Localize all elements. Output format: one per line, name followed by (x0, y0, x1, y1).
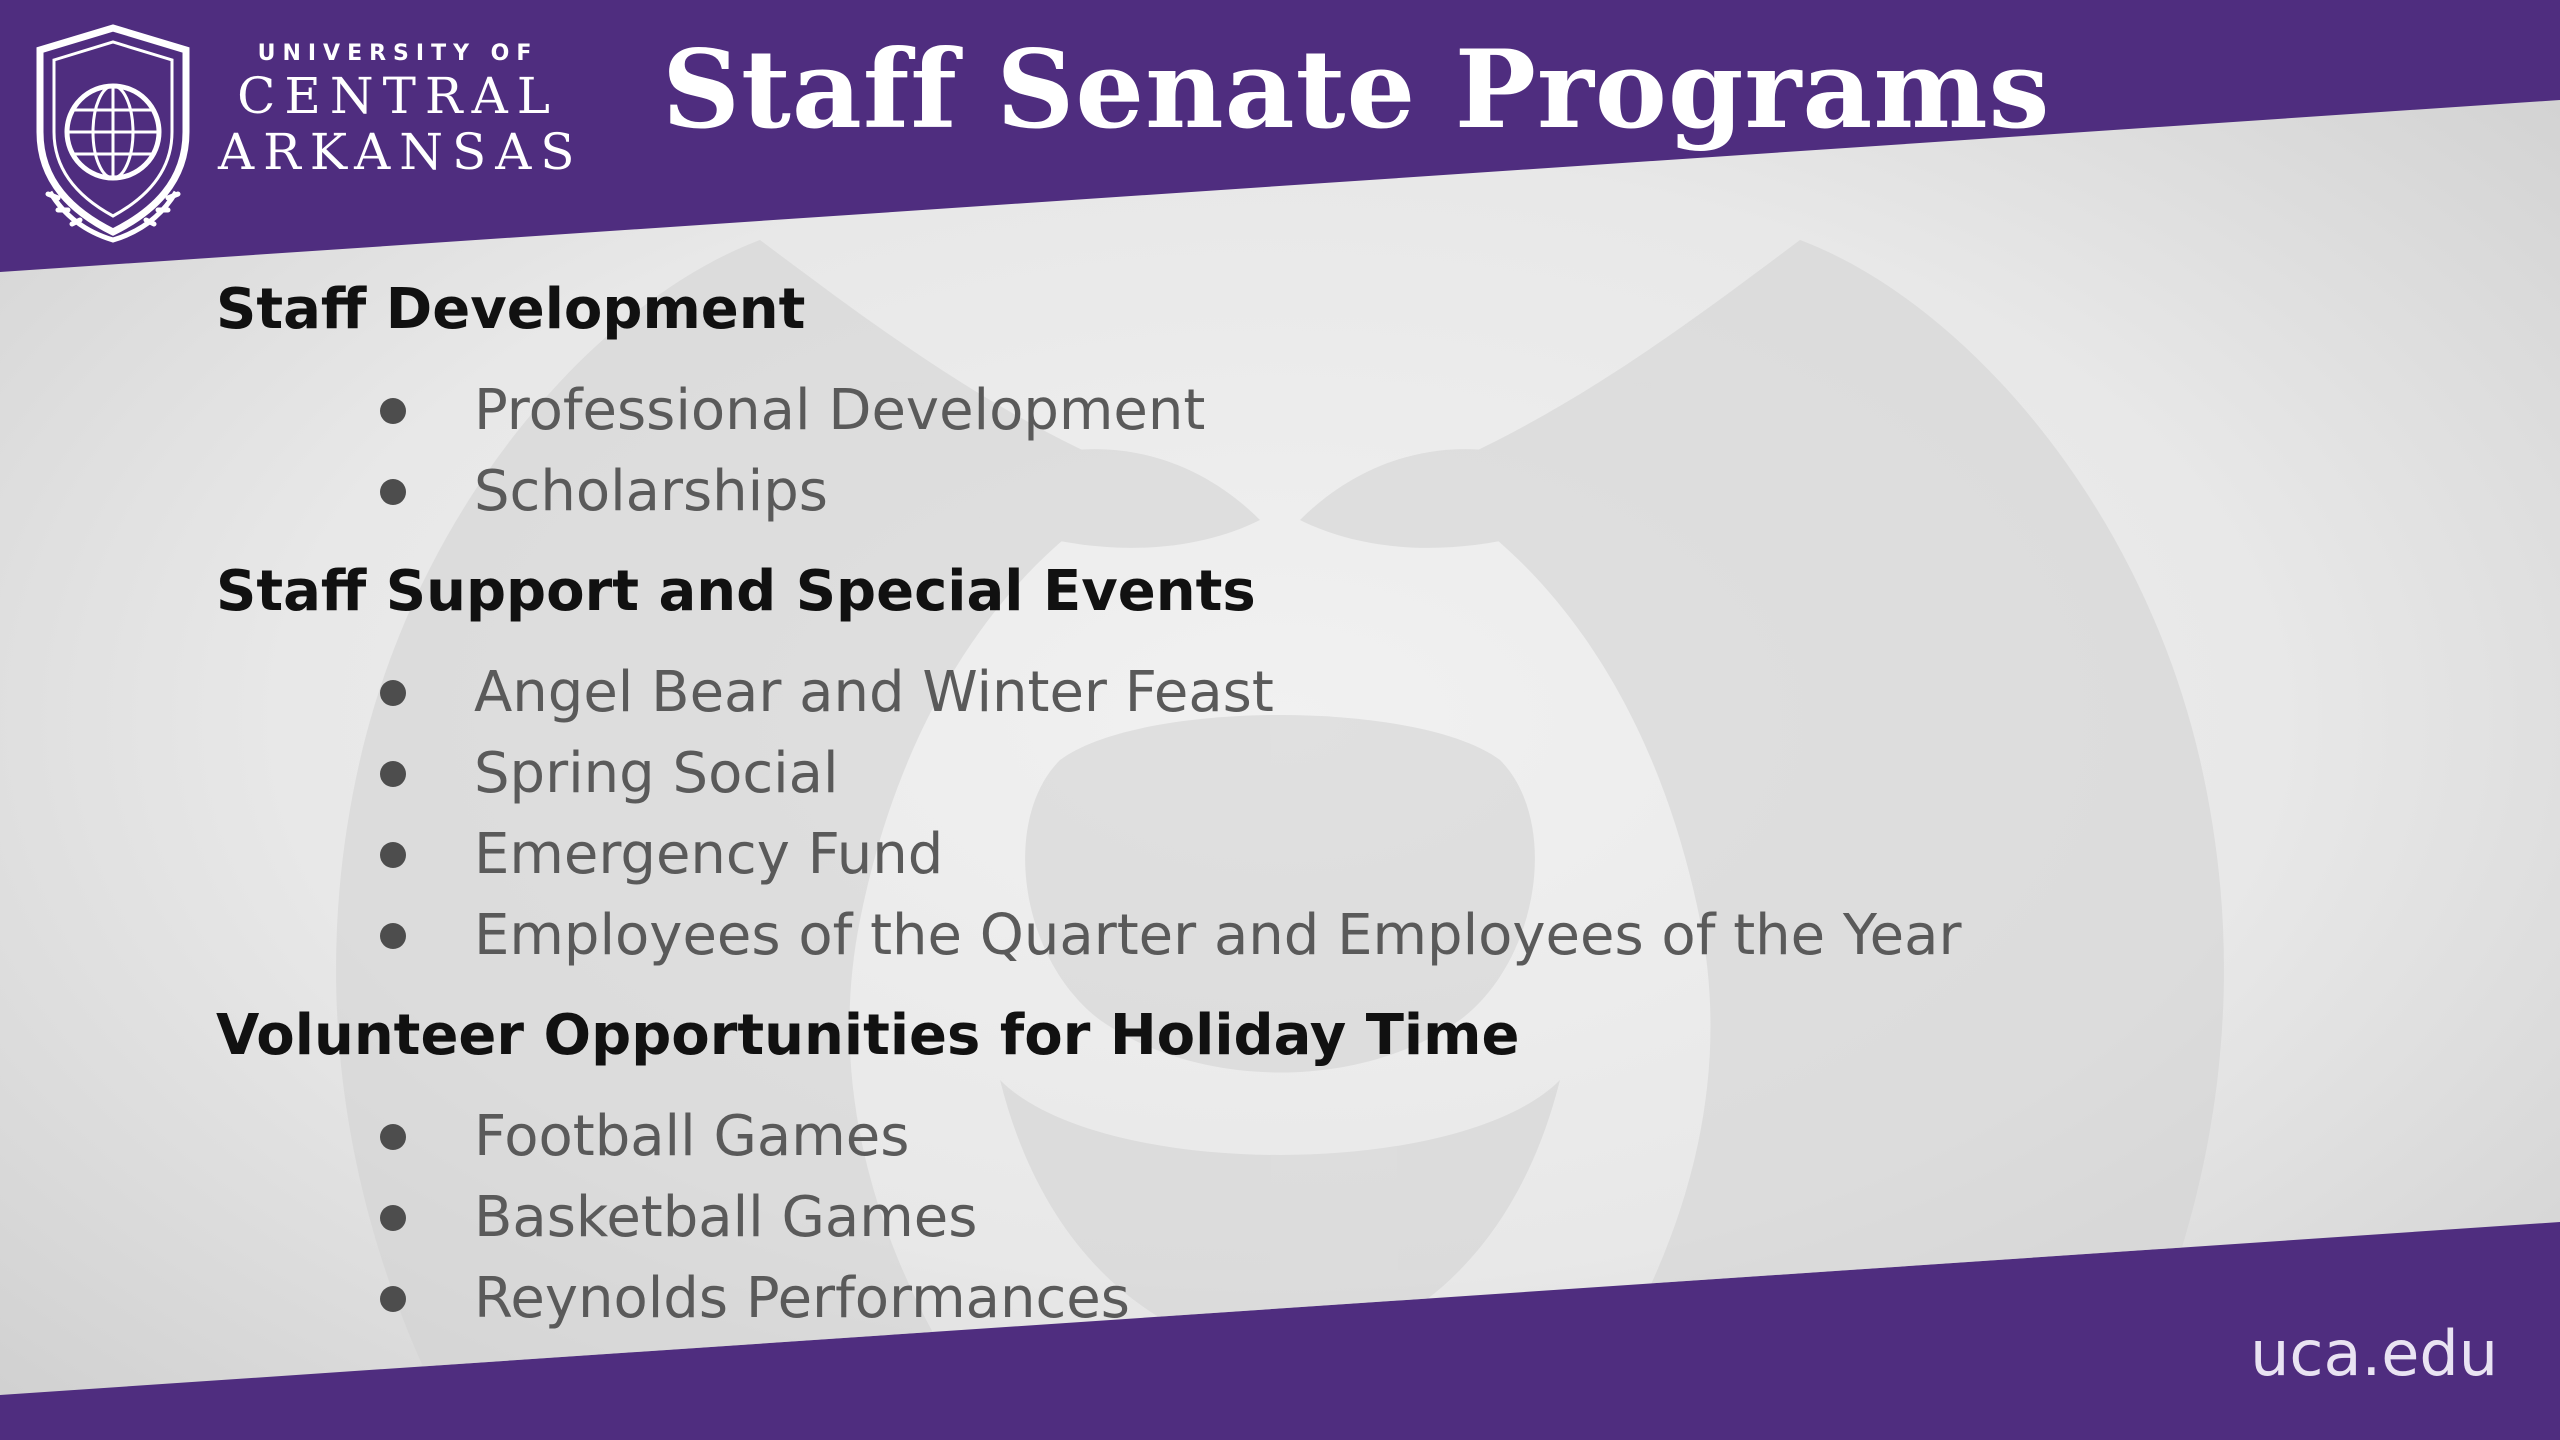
section-volunteer-opportunities (216, 996, 2316, 1339)
list-item (216, 370, 2316, 451)
wordmark-central: CENTRAL (237, 67, 559, 125)
slide-title: Staff Senate Programs (662, 27, 2051, 153)
bullet-icon (380, 923, 406, 949)
slide-content (216, 270, 2316, 1359)
list-item (216, 451, 2316, 532)
list-item-label: Reynolds Performances (474, 1266, 1130, 1331)
list-item-label: Emergency Fund (474, 822, 944, 887)
section-heading: Staff Support and Special Events (216, 559, 1256, 624)
bullet-list (216, 1096, 2316, 1339)
bullet-icon (380, 1205, 406, 1231)
bullet-icon (380, 479, 406, 505)
list-item (216, 733, 2316, 814)
wordmark-university-of: UNIVERSITY OF (257, 41, 539, 66)
list-item-label: Scholarships (474, 459, 828, 524)
list-item-label: Basketball Games (474, 1185, 978, 1250)
list-item (216, 1258, 2316, 1339)
bullet-icon (380, 842, 406, 868)
list-item-label: Employees of the Quarter and Employees of the Year (474, 903, 1962, 968)
wordmark-arkansas: ARKANSAS (218, 123, 584, 181)
bullet-list (216, 370, 2316, 532)
section-heading: Staff Development (216, 277, 806, 342)
university-shield-logo (28, 22, 198, 247)
bullet-list (216, 652, 2316, 976)
list-item (216, 814, 2316, 895)
list-item (216, 652, 2316, 733)
section-heading: Volunteer Opportunities for Holiday Time (216, 1003, 1520, 1068)
footer-website-link[interactable]: uca.edu (2250, 1317, 2498, 1390)
university-wordmark (218, 40, 584, 181)
list-item-label: Professional Development (474, 378, 1206, 443)
list-item (216, 1096, 2316, 1177)
bullet-icon (380, 1286, 406, 1312)
list-item (216, 1177, 2316, 1258)
list-item-label: Angel Bear and Winter Feast (474, 660, 1274, 725)
list-item (216, 895, 2316, 976)
bullet-icon (380, 680, 406, 706)
section-staff-support (216, 552, 2316, 976)
list-item-label: Spring Social (474, 741, 839, 806)
list-item-label: Football Games (474, 1104, 910, 1169)
bullet-icon (380, 398, 406, 424)
bullet-icon (380, 1124, 406, 1150)
section-staff-development (216, 270, 2316, 532)
bullet-icon (380, 761, 406, 787)
